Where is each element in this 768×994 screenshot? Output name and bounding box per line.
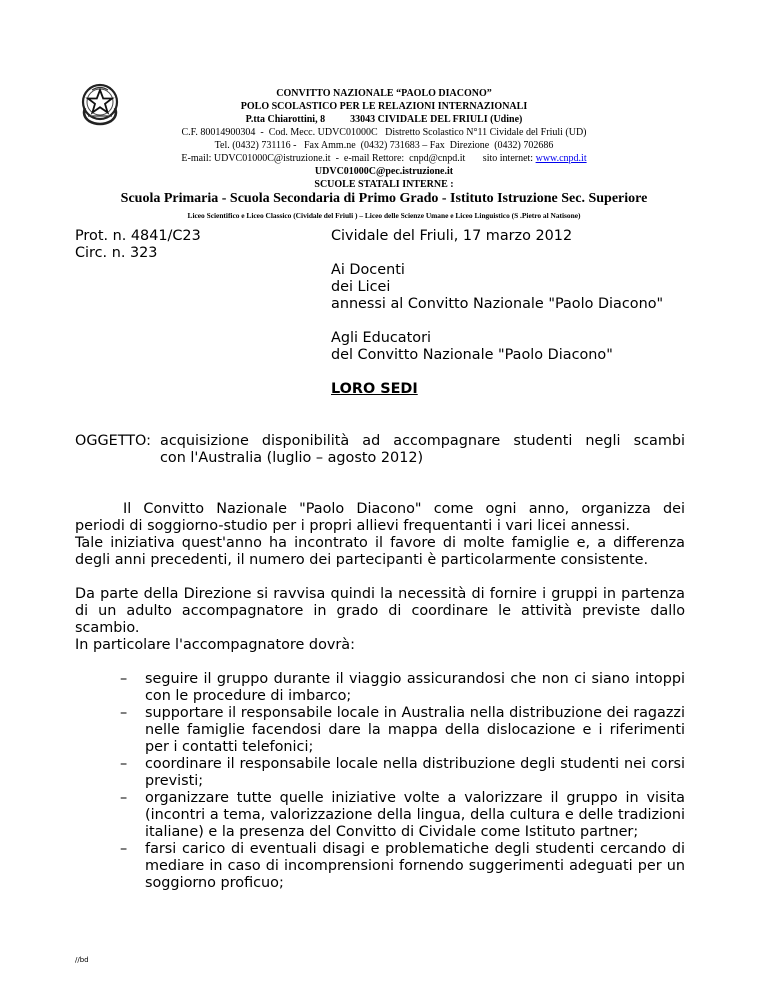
institution-phones: Tel. (0432) 731116 - Fax Amm.ne (0432) 731683 – Fax Direzione (0432) 702686 <box>214 140 554 151</box>
bullet-dash: – <box>120 671 128 687</box>
institution-name: CONVITTO NAZIONALE “PAOLO DIACONO” <box>276 88 492 99</box>
licei-list: Liceo Scientifico e Liceo Classico (Cividale del Friuli ) – Liceo delle Scienze Umane e Liceo Linguistico (S .Pietro al Natisone) <box>187 211 581 220</box>
paragraph-intro-line-2: periodi di soggiorno-studio per i propri allievi frequentanti i vari licei annessi. <box>75 518 631 534</box>
institution-codes: C.F. 80014900304 - Cod. Mecc. UDVC01000C Distretto Scolastico N°11 Cividale del Friuli (UD) <box>181 127 587 138</box>
protocol-number: Prot. n. 4841/C23 <box>75 228 201 244</box>
recipient-line: Ai Docenti <box>331 262 405 278</box>
bullet-dash: – <box>120 705 128 721</box>
list-item: – organizzare tutte quelle iniziative volte a valorizzare il gruppo in visita (incontri a tema, valorizzazione della lingua, della cultura e delle tradizioni italiane) e la presenza del Convitto di Cividale come Istituto partner; <box>120 790 685 840</box>
recipient-line: Agli Educatori <box>331 330 431 346</box>
bullet-dash: – <box>120 756 128 772</box>
schools-list: Scuola Primaria - Scuola Secondaria di Primo Grado - Istituto Istruzione Sec. Superiore <box>120 191 648 206</box>
subject-line-2: con l'Australia (luglio – agosto 2012) <box>160 450 424 466</box>
list-item: – supportare il responsabile locale in Australia nella distribuzione dei ragazzi nelle famiglie facendosi dare la mappa della dislocazione e i riferimenti per i contatti telefonici; <box>120 705 685 755</box>
paragraph-initiative: Tale iniziativa quest'anno ha incontrato il favore di molte famiglie e, a differenza degli anni precedenti, il numero dei partecipanti è particolarmente consistente. <box>75 535 685 568</box>
paragraph-duties-intro: In particolare l'accompagnatore dovrà: <box>75 637 355 653</box>
list-item: – farsi carico di eventuali disagi e problematiche degli studenti cercando di mediare in caso di incomprensioni fornendo suggerimenti adeguati per un soggiorno proficuo; <box>120 841 685 891</box>
institution-emails <box>0 153 768 164</box>
list-item: – coordinare il responsabile locale nella distribuzione degli studenti nei corsi previsti; <box>120 756 685 789</box>
footer-code: //bd <box>75 956 89 964</box>
circular-number: Circ. n. 323 <box>75 245 158 261</box>
paragraph-intro-line-1: Il Convitto Nazionale "Paolo Diacono" come ogni anno, organizza dei <box>123 501 685 517</box>
subject-line-1: acquisizione disponibilità ad accompagnare studenti negli scambi <box>160 433 685 449</box>
recipient-line: del Convitto Nazionale "Paolo Diacono" <box>331 347 613 363</box>
paragraph-direction: Da parte della Direzione si ravvisa quindi la necessità di fornire i gruppi in partenza di un adulto accompagnatore in grado di coordinare le attività previste dallo scambio. <box>75 586 685 636</box>
recipient-line: dei Licei <box>331 279 391 295</box>
place-date: Cividale del Friuli, 17 marzo 2012 <box>331 228 573 244</box>
recipient-line: annessi al Convitto Nazionale "Paolo Diacono" <box>331 296 664 312</box>
emails-text: E-mail: UDVC01000C@istruzione.it - e-mail Rettore: cnpd@cnpd.it sito internet: <box>181 153 536 164</box>
bullet-dash: – <box>120 841 128 857</box>
duties-list <box>120 671 685 892</box>
bullet-dash: – <box>120 790 128 806</box>
institution-pec: UDVC01000C@pec.istruzione.it <box>314 166 454 177</box>
subject-label: OGGETTO: <box>75 433 151 449</box>
website-link[interactable]: www.cnpd.it <box>535 153 587 164</box>
internal-schools-label: SCUOLE STATALI INTERNE : <box>314 179 454 190</box>
institution-address: P.tta Chiarottini, 8 33043 CIVIDALE DEL FRIULI (Udine) <box>245 114 523 125</box>
loro-sedi: LORO SEDI <box>331 381 418 397</box>
list-item: – seguire il gruppo durante il viaggio assicurandosi che non ci siano intoppi con le procedure di imbarco; <box>120 671 685 704</box>
institution-subtitle: POLO SCOLASTICO PER LE RELAZIONI INTERNAZIONALI <box>240 101 528 112</box>
